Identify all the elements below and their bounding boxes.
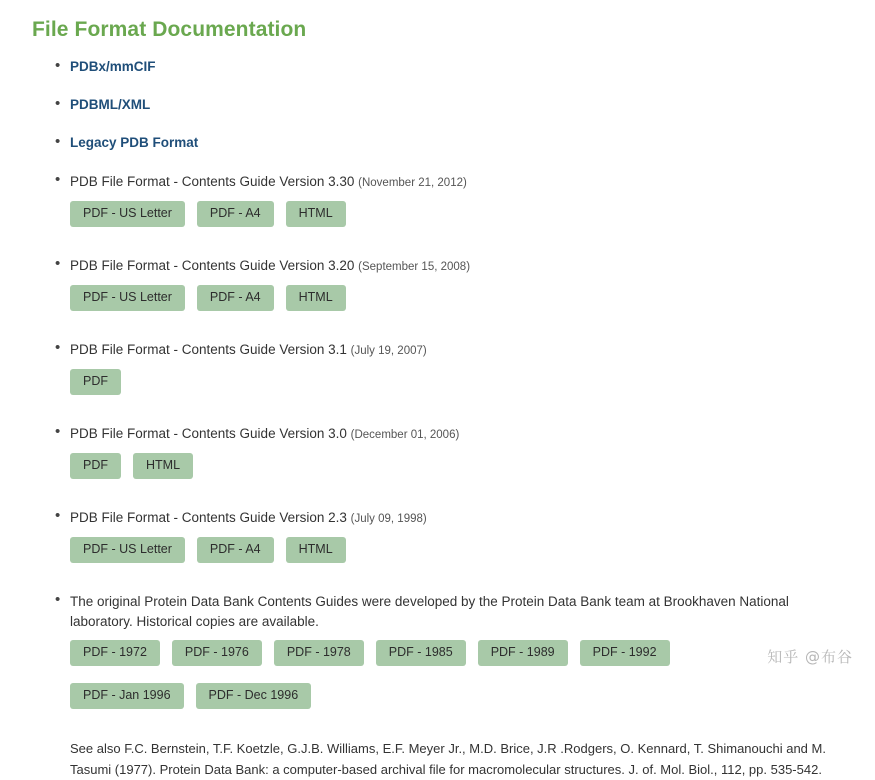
download-pdf-1992-button[interactable]: PDF - 1992 <box>580 640 670 666</box>
documentation-list <box>28 58 847 718</box>
list-item <box>28 96 847 114</box>
download-pdf-1985-button[interactable]: PDF - 1985 <box>376 640 466 666</box>
page-title: File Format Documentation <box>32 18 307 41</box>
list-item <box>28 58 847 76</box>
download-pdf-dec-1996-button[interactable]: PDF - Dec 1996 <box>196 683 312 709</box>
entry-title <box>70 172 847 193</box>
download-pdf-us-letter-button[interactable]: PDF - US Letter <box>70 285 185 311</box>
entry-title-text: PDB File Format - Contents Guide Version 3.30 <box>70 174 355 189</box>
download-pdf-1978-button[interactable]: PDF - 1978 <box>274 640 364 666</box>
entry-date: (November 21, 2012) <box>358 177 467 189</box>
link-pdbml-xml[interactable]: PDBML/XML <box>70 97 151 112</box>
entry-title-text: PDB File Format - Contents Guide Version 3.1 <box>70 342 347 357</box>
list-item <box>28 508 847 572</box>
download-button-row <box>70 369 847 404</box>
download-pdf-1989-button[interactable]: PDF - 1989 <box>478 640 568 666</box>
download-pdf-1976-button[interactable]: PDF - 1976 <box>172 640 262 666</box>
download-pdf-jan-1996-button[interactable]: PDF - Jan 1996 <box>70 683 184 709</box>
download-button-row <box>70 453 847 488</box>
download-pdf-us-letter-button[interactable]: PDF - US Letter <box>70 537 185 563</box>
download-pdf-a4-button[interactable]: PDF - A4 <box>197 201 274 227</box>
download-button-row <box>70 201 847 236</box>
link-pdbx-mmcif[interactable]: PDBx/mmCIF <box>70 59 156 74</box>
entry-date: (September 15, 2008) <box>358 261 471 273</box>
entry-title-text: PDB File Format - Contents Guide Version 3.20 <box>70 258 355 273</box>
entry-title <box>70 508 847 529</box>
download-pdf-a4-button[interactable]: PDF - A4 <box>197 285 274 311</box>
entry-title-text: PDB File Format - Contents Guide Version 2.3 <box>70 510 347 525</box>
historical-button-row <box>70 640 847 675</box>
historical-description: • The original Protein Data Bank Contents Guides were developed by the Protein Data Bank team at Brookhaven National laboratory. Historical copies are available. <box>70 594 789 629</box>
download-pdf-us-letter-button[interactable]: PDF - US Letter <box>70 201 185 227</box>
entry-title <box>70 256 847 277</box>
entry-title-text: PDB File Format - Contents Guide Version 3.0 <box>70 426 347 441</box>
entry-date: (July 19, 2007) <box>350 345 427 357</box>
list-item <box>28 172 847 236</box>
download-pdf-a4-button[interactable]: PDF - A4 <box>197 537 274 563</box>
entry-date: (December 01, 2006) <box>350 429 460 441</box>
download-button-row <box>70 285 847 320</box>
watermark: 知乎 @布谷 <box>767 648 853 666</box>
historical-button-row-2 <box>70 683 847 718</box>
entry-date: (July 09, 1998) <box>350 513 427 525</box>
download-html-button[interactable]: HTML <box>133 453 193 479</box>
link-legacy-pdb-format[interactable]: Legacy PDB Format <box>70 135 199 150</box>
download-html-button[interactable]: HTML <box>286 285 346 311</box>
download-pdf-1972-button[interactable]: PDF - 1972 <box>70 640 160 666</box>
list-item <box>28 256 847 320</box>
download-html-button[interactable]: HTML <box>286 537 346 563</box>
download-button-row <box>70 537 847 572</box>
list-item <box>28 424 847 488</box>
download-pdf-button[interactable]: PDF <box>70 369 121 395</box>
entry-title <box>70 424 847 445</box>
list-item-historical <box>28 592 847 718</box>
download-pdf-button[interactable]: PDF <box>70 453 121 479</box>
entry-title <box>70 340 847 361</box>
list-item <box>28 134 847 152</box>
download-html-button[interactable]: HTML <box>286 201 346 227</box>
list-item <box>28 340 847 404</box>
citation-footnote: See also F.C. Bernstein, T.F. Koetzle, G.J.B. Williams, E.F. Meyer Jr., M.D. Brice, J.R .Rodgers, O. Kennard, T. Shimanouchi and M. Tasumi (1977). Protein Data Bank: a computer-based archival file for macromolecular structures. J. of. Mol. Biol., 112, pp. 535-542. <box>70 741 826 777</box>
